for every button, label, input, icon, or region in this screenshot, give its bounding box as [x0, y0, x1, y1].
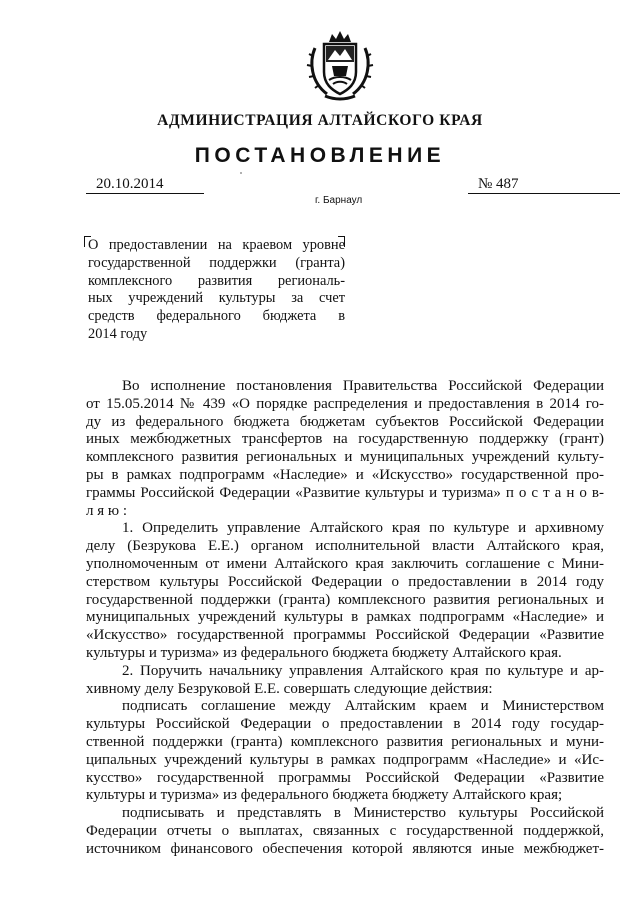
- document-subject: [88, 238, 345, 345]
- body-line: граммы Российской Федерации «Развитие культуры и туризма» п о с т а н о в-: [86, 484, 604, 501]
- body-line: муниципальных учреждений культуры в рамках подпрограмм «Наследие» и: [86, 609, 604, 626]
- subject-line: ных учреждений культуры за счет: [88, 290, 345, 307]
- body-line: иных межбюджетных трансфертов на государственную поддержку (грант): [86, 431, 604, 448]
- subject-line: средств федерального бюджета в: [88, 308, 345, 325]
- document-number: № 487: [468, 176, 620, 194]
- document-city: г. Барнаул: [315, 195, 363, 206]
- scan-speck: [240, 172, 242, 174]
- document-type-title: ПОСТАНОВЛЕНИЕ: [194, 144, 446, 167]
- body-line: уполномоченным от имени Алтайского края заключить соглашение с Мини-: [86, 555, 604, 572]
- body-line: ры в рамках подпрограмм «Наследие» и «Искусство» государственной про-: [86, 466, 604, 483]
- body-line: кусство» государственной программы Российской Федерации «Развитие: [86, 769, 604, 786]
- body-line: стерством культуры Российской Федерации о предоставлении в 2014 году: [86, 573, 604, 590]
- body-line: «Искусство» государственной программы Российской Федерации «Развитие: [86, 627, 604, 644]
- body-line: ду из федерального бюджета бюджетам субъектов Российской Федерации: [86, 413, 604, 430]
- body-line: Федерации отчеты о выплатах, связанных с государственной поддержкой,: [86, 822, 604, 839]
- body-line: культуры Российской Федерации о предоставлении в 2014 году государ-: [86, 716, 604, 733]
- document-date: 20.10.2014: [86, 176, 204, 194]
- body-line: источником финансового обеспечения которой являются иные межбюджет-: [86, 840, 604, 857]
- body-line: ципальных учреждений культуры в рамках подпрограмм «Наследие» и «Ис-: [86, 751, 604, 768]
- body-line: Во исполнение постановления Правительства Российской Федерации: [122, 378, 604, 394]
- subject-line: О предоставлении на краевом уровне: [88, 237, 345, 253]
- body-line: подписать соглашение между Алтайским краем и Министерством: [122, 698, 604, 715]
- body-line: 2. Поручить начальнику управления Алтайского края по культуре и ар-: [122, 662, 604, 679]
- body-line: комплексного развития региональных и муниципальных учреждений культу-: [86, 449, 604, 466]
- body-line: делу (Безрукова Е.Е.) органом исполнительной власти Алтайского края,: [86, 538, 604, 555]
- body-line: культуры и туризма» из федерального бюджета бюджету Алтайского края.: [86, 644, 562, 661]
- body-line: ственной поддержки (гранта) комплексного развития региональных и муни-: [86, 733, 604, 750]
- subject-line: 2014 году: [88, 325, 148, 342]
- organization-title: АДМИНИСТРАЦИЯ АЛТАЙСКОГО КРАЯ: [157, 112, 483, 129]
- body-line: государственной поддержки (гранта) комплексного развития региональных и: [86, 591, 604, 608]
- body-line: подписывать и представлять в Министерство культуры Российской: [122, 805, 604, 822]
- body-line: л я ю :: [86, 502, 128, 519]
- subject-line: государственной поддержки (гранта): [88, 254, 345, 271]
- body-line: 1. Определить управление Алтайского края по культуре и архивному: [122, 520, 604, 537]
- body-line: хивному делу Безруковой Е.Е. совершать следующие действия:: [86, 680, 493, 697]
- document-body: [86, 378, 604, 859]
- body-line: от 15.05.2014 № 439 «О порядке распределения и предоставления в 2014 го-: [86, 395, 604, 412]
- body-line: культуры и туризма» из федерального бюджета бюджету Алтайского края;: [86, 787, 563, 804]
- subject-line: комплексного развития региональ-: [88, 272, 345, 289]
- coat-of-arms-icon: [305, 28, 375, 104]
